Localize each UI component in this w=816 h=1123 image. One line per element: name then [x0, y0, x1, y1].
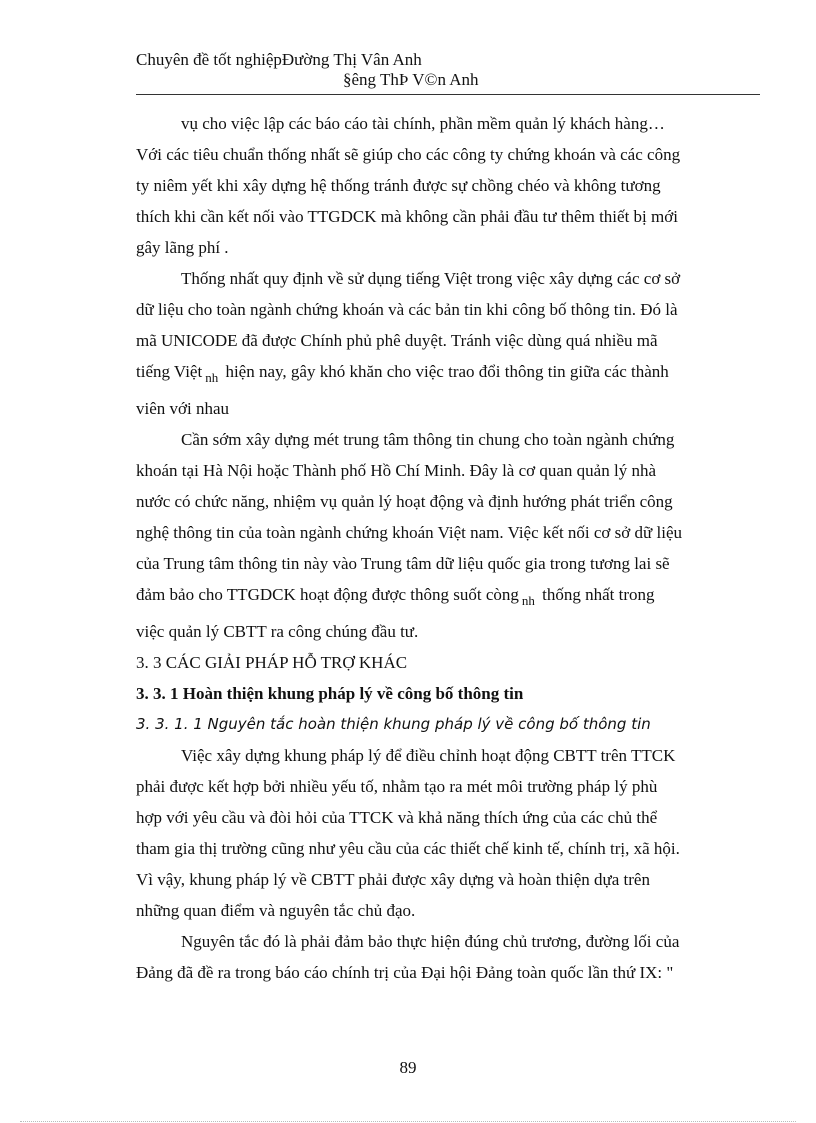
text-line: viên với nhau: [136, 399, 230, 418]
paragraph-4: [136, 740, 756, 926]
header-rule: [136, 94, 760, 95]
text-line: việc quản lý CBTT ra công chúng đầu tư.: [136, 622, 419, 641]
subsection-heading: 3. 3. 1 Hoàn thiện khung pháp lý về công bố thông tin: [136, 684, 524, 703]
text-line: Vì vậy, khung pháp lý về CBTT phải được xây dựng và hoàn thiện dựa trên: [136, 870, 650, 889]
header-line-2: §êng ThÞ V©n Anh: [343, 70, 479, 89]
text-line: thích khi cần kết nối vào TTGDCK mà không cần phải đầu tư thêm thiết bị mới: [136, 207, 678, 226]
page-header: [136, 50, 760, 95]
text-line: gây lãng phí .: [136, 238, 229, 257]
text-line: phải được kết hợp bởi nhiều yếu tố, nhằm tạo ra mét môi trường pháp lý phù: [136, 777, 658, 796]
text-line: của Trung tâm thông tin này vào Trung tâm dữ liệu quốc gia trong tương lai sẽ: [136, 554, 670, 573]
text-fragment: thống nhất trong: [542, 585, 655, 604]
text-line: Việc xây dựng khung pháp lý để điều chỉnh hoạt động CBTT trên TTCK: [181, 746, 676, 765]
subscript-fragment: nh: [521, 593, 535, 608]
subscript-fragment: nh: [205, 370, 219, 385]
paragraph-3: [136, 424, 756, 647]
text-fragment: tiếng Việt: [136, 362, 203, 381]
text-line: vụ cho việc lập các báo cáo tài chính, phần mềm quản lý khách hàng…: [181, 114, 665, 133]
text-line: ty niêm yết khi xây dựng hệ thống tránh được sự chồng chéo và không tương: [136, 176, 661, 195]
text-line: nước có chức năng, nhiệm vụ quản lý hoạt động và định hướng phát triển công: [136, 492, 673, 511]
page-number: 89: [399, 1058, 417, 1077]
text-line: tham gia thị trường cũng như yêu cầu của các thiết chế kinh tế, chính trị, xã hội.: [136, 839, 680, 858]
text-line: Đảng đã đề ra trong báo cáo chính trị của Đại hội Đảng toàn quốc lần thứ IX: ": [136, 963, 674, 982]
text-line: hợp với yêu cầu và đòi hỏi của TTCK và khả năng thích ứng của các chủ thể: [136, 808, 658, 827]
text-fragment: hiện nay, gây khó khăn cho việc trao đổi thông tin giữa các thành: [225, 362, 669, 381]
text-line: Thống nhất quy định về sử dụng tiếng Việt trong việc xây dựng các cơ sở: [181, 269, 681, 288]
header-line-1: Chuyên đề tốt nghiệpĐường Thị Vân Anh: [136, 50, 422, 69]
text-line: dữ liệu cho toàn ngành chứng khoán và các bản tin khi công bố thông tin. Đó là: [136, 300, 678, 319]
document-body: [136, 108, 756, 988]
text-line: mã UNICODE đã được Chính phủ phê duyệt. Tránh việc dùng quá nhiều mã: [136, 331, 658, 350]
subsubsection-heading: 3. 3. 1. 1 Nguyên tắc hoàn thiện khung pháp lý về công bố thông tin: [136, 715, 651, 733]
text-line: Cần sớm xây dựng mét trung tâm thông tin chung cho toàn ngành chứng: [181, 430, 675, 449]
section-heading: 3. 3 CÁC GIẢI PHÁP HỖ TRỢ KHÁC: [136, 653, 408, 672]
text-fragment: đảm bảo cho TTGDCK hoạt động được thông suốt còng: [136, 585, 519, 604]
text-line: nghệ thông tin của toàn ngành chứng khoán Việt nam. Việc kết nối cơ sở dữ liệu: [136, 523, 682, 542]
paragraph-1: [136, 108, 756, 263]
text-line: khoán tại Hà Nội hoặc Thành phố Hồ Chí Minh. Đây là cơ quan quản lý nhà: [136, 461, 656, 480]
text-line: Với các tiêu chuẩn thống nhất sẽ giúp cho các công ty chứng khoán và các công: [136, 145, 681, 164]
text-line: Nguyên tắc đó là phải đảm bảo thực hiện đúng chủ trương, đường lối của: [181, 932, 680, 951]
paragraph-5: [136, 926, 756, 988]
text-line: [136, 579, 756, 616]
paragraph-2: [136, 263, 756, 424]
text-line: những quan điểm và nguyên tắc chủ đạo.: [136, 901, 416, 920]
page-bottom-border: [20, 1121, 796, 1122]
text-line: [136, 356, 756, 393]
